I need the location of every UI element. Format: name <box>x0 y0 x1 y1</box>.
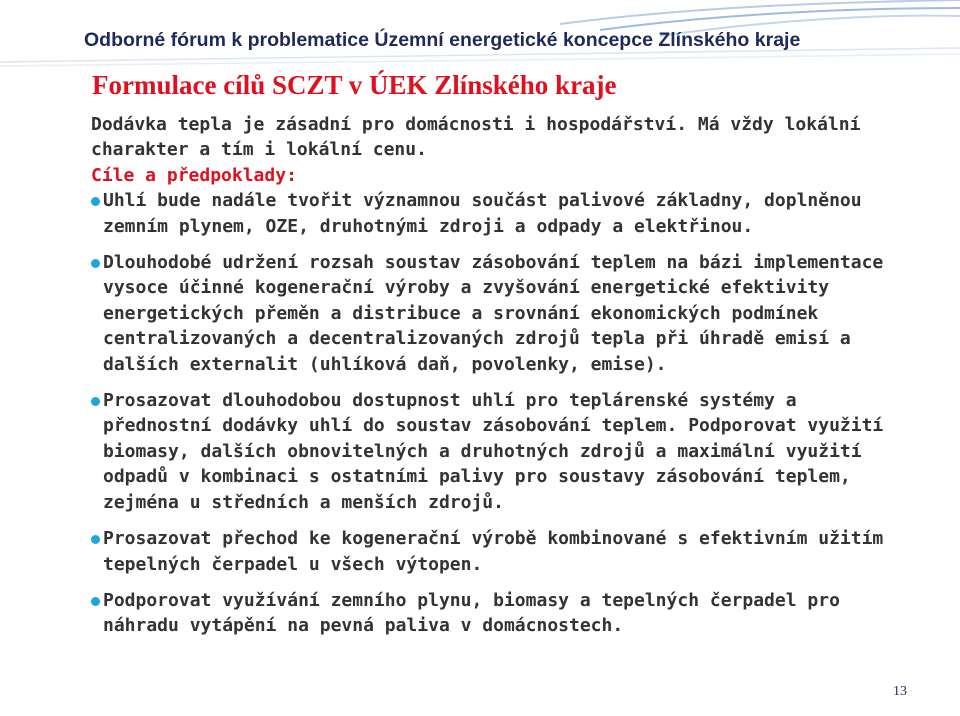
bullet-item: Uhlí bude nadále tvořit významnou součást palivové základny, doplněnou zemním plynem, OZE, druhotnými zdroji a odpady a elektřinou. <box>91 188 911 239</box>
intro-text: Dodávka tepla je zásadní pro domácnosti i hospodářství. Má vždy lokální charakter a tím i lokální cenu. <box>91 114 861 161</box>
forum-header: Odborné fórum k problematice Územní energetické koncepce Zlínského kraje <box>84 29 801 51</box>
bullet-item: Prosazovat dlouhodobou dostupnost uhlí pro teplárenské systémy a přednostní dodávky uhlí do soustav zásobování teplem. Podporovat využití biomasy, dalších obnovitelných a druhotných zdrojů a maximální využití odpadů v kombinaci s ostatními palivy pro soustavy zásobování teplem, zejména u středních a menších zdrojů. <box>91 388 911 515</box>
slide-content <box>91 112 911 639</box>
bullet-item: Dlouhodobé udržení rozsah soustav zásobování teplem na bázi implementace vysoce účinné kogenerační výroby a zvyšování energetické efektivity energetických přeměn a distribuce a srovnání ekonomických podmínek centralizovaných a decentralizovaných zdrojů tepla při úhradě emisí a dalších externalit (uhlíková daň, povolenky, emise). <box>91 250 911 377</box>
page-number: 13 <box>893 684 907 699</box>
bullet-item: Podporovat využívání zemního plynu, biomasy a tepelných čerpadel pro náhradu vytápění na pevná paliva v domácnostech. <box>91 588 911 639</box>
section-heading: Cíle a předpoklady: <box>91 164 297 186</box>
bullet-item: Prosazovat přechod ke kogenerační výrobě kombinované s efektivním užitím tepelných čerpadel u všech výtopen. <box>91 526 911 577</box>
slide-title: Formulace cílů SCZT v ÚEK Zlínského kraje <box>92 70 617 100</box>
